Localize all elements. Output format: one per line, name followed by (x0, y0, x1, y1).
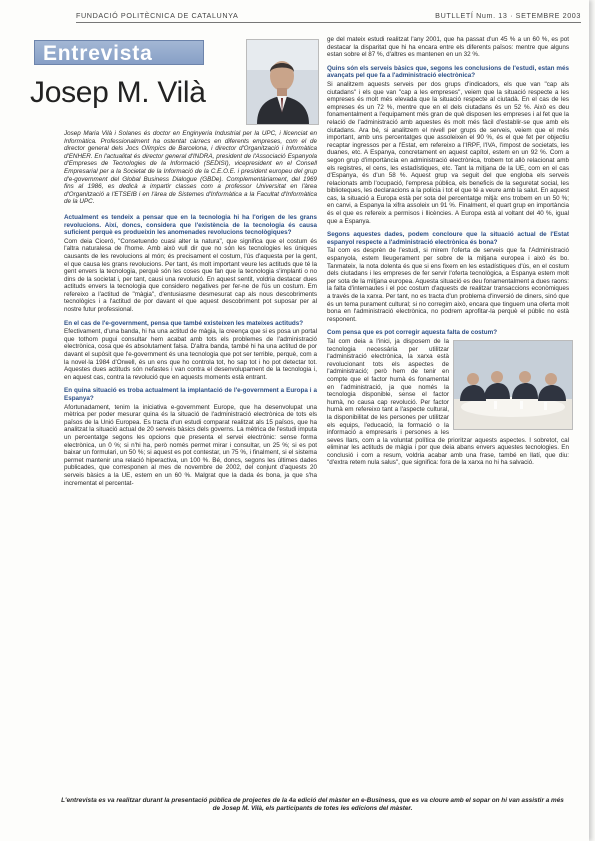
header-rule (76, 22, 581, 23)
answer-5: Tal com es desprèn de l'estudi, si mirem l'oferta de serveis que fa l'Administració espanyola, estem lleugerament per sobre de la mitjana europea i això és bo. Tanmateix, la nota dolenta és que si ens fixem en les estadístiques d'ús, en el costum dels ciutadans i les empreses de fer servir l'oferta tecnològica, a Espanya estem molt per sota de la mitjana europea. Aquesta situació es deu fonamentalment a dues raons: la falta d'internautes i el poc costum d'aquests de realitzar transaccions econòmiques a través de la xarxa. Per tant, no es tracta d'un problema d'inversió de diners, sinó que és un tema purament cultural; si no corregim això, encara que tinguem una oferta molt bona en l'administració electrònica, no podrem aprofitar-la perquè el públic no està responent. (327, 247, 569, 323)
photo-caption: L'entrevista es va realitzar durant la presentació pública de projectes de la 4a edició del màster en e-Business, que es va cloure amb el sopar on hi van assistir a més de Josep M. Vilà, els participants de totes les edicions del màster. (61, 797, 564, 812)
answer-3-continued: ge del mateix estudi realitzat l'any 2001, que ha passat d'un 45 % a un 60 %, es pot destacar la disparitat que hi ha encara entre els diferents països: mentre que alguns estan sobre el 87 %, d'altres es mantenen en un 32 %. (327, 36, 569, 59)
running-header-publisher: FUNDACIÓ POLITÈCNICA DE CATALUNYA (76, 11, 239, 20)
right-column (327, 36, 569, 467)
interviewee-name: Josep M. Vilà (30, 76, 206, 109)
intro-paragraph: Josep Maria Vilà i Solanes és doctor en Enginyeria Industrial per la UPC, i llicenciat en Informàtica. Professionalment ha ostentat càrrecs en diferents empreses, com el de director general dels Jocs Olímpics de Barcelona, i director d'Organització i Informàtica d'ENHER. En l'actualitat és director general d'INDRA, president de l'Associació Espanyola d'Empreses de Tecnologies de la Informació (SEDISI), vicepresident en el Consell Empresarial per a la Societat de la Informació de la C.E.O.E. i president europeu del grup d'e-government del Global Business Dialogue (GBDe). Complementàriament, del 1969 fins al 1986, es dedicà a impartir classes com a professor Universitat en l'àrea d'Organització a l'ETSEIB i en l'àrea de Sistemes d'Informàtica a la Facultat d'Informàtica de la UPC. (64, 130, 317, 206)
running-header-issue: BUTLLETÍ Num. 13 · SETEMBRE 2003 (435, 11, 581, 20)
answer-4: Si analitzem aquests serveis per dos grups d'indicadors, els que van "cap als ciutadans" i els que van "cap a les empreses", veiem que la situació respecte a les empreses és molt més elevada que la situació respecte al ciutadà. En el cas de les empreses és un 72 %, mentre que en el dels ciutadans és un 52 %. Això es deu fonamentalment a l'equipament més gran de què disposen les empreses i al fet que la relació de l'administració amb aquestes és molt més fàcil d'establir-se que amb els ciutadans. Ara bé, si analitzem el nivell per grups de serveis, veiem que el més important, amb uns percentatges que assoleixen el 90 %, és el que fet per objectiu recaptar ingressos per a l'Estat, em refereixo a l'IRPF, l'IVA, l'impost de societats, les duanes, etc. A Espanya, concretament en aquest capítol, estem en un 92 %. Com a segon grup d'importància en administració electrònica, trobem tot allò relacionat amb els registres, el cens, les estadístiques, etc. Tant la mitjana de la UE, com en el cas d'Espanya, és d'un 58 %. Aquest grup va seguit del que engloba els serveis relacionats amb l'ocupació, l'empresa pública, els beneficis de la seguretat social, les biblioteques, les declaracions a la policia i tot el que té a veure amb la salut. En aquest cas, la situació a Europa està per sota del percentatge mitjà: ens trobem en un 50 %; en canvi, a Espanya la xifra assoleix un 91 %. Finalment, el quart grup en importància és el que es refereix a permisos i llicències. A Europa està al voltant del 40 %, igual que a Espanya. (327, 80, 569, 225)
question-2: En el cas de l'e-government, pensa que també existeixen les mateixes actituds? (64, 319, 304, 327)
question-4: Quins són els serveis bàsics que, segons les conclusions de l'estudi, estan més avançats pel que fa a l'administració electrònica? (327, 64, 569, 80)
portrait-photo (246, 39, 319, 125)
left-column (64, 130, 317, 487)
answer-6: Tal com deia a l'inici, ja disposem de la tecnologia necessària per utilitzar l'administració electrònica, la xarxa està revolucionant tots els aspectes de l'administració; però hem de tenir en compte que el factor humà és fonamental en l'administració, ja que només la tecnologia disponible, sense el factor humà, no causa cap revolució. Per factor humà em refereixo tant a l'aspecte cultural, la disponibilitat de les persones per utilitzar els equips, l'educació, la formació o la informació a empresaris i persones a les seves llars, com a la voluntat política de prioritzar aquests aspectes. I sobretot, cal eliminar les actituds de màgia i por que deia abans envers aquestes tecnologies. En conclusió i com a resum, voldria acabar amb una frase, també en llatí, que diu: "d'extra retem nula salus", que significa: fora de la xarxa no hi ha salvació. (327, 337, 569, 467)
answer-2: Efectivament, d'una banda, hi ha una actitud de màgia, la creença que si es posa un portal que tothom pugui consultar hem acabat amb tots els problemes de l'administració electrònica, cosa que és absolutament falsa. D'altra banda, també hi ha una actitud de por davant el supòsit que l'e-government és una tecnologia que pot ser terrible, perquè, com a la novel·la 1984 d'Orwell, és un ens que ho controla tot, ho sap tot i ho pot detectar tot. Aquestes dues actituds són nefastes i van contra el desenvolupament de la tecnologia i, en aquest cas, contra la revolució que en aquests moments està entrant. (64, 328, 317, 381)
question-1: Actualment es tendeix a pensar que en la tecnologia hi ha l'origen de les grans revolucions. Així, doncs, considera que l'existència de la tecnologia és causa suficient perquè es produeixin les anomenades revolucions tecnològiques? (64, 213, 317, 237)
question-5: Segons aquestes dades, podem concloure que la situació actual de l'Estat espanyol respecte a l'administració electrònica és bona? (327, 231, 569, 246)
answer-3: Afortunadament, tenim la iniciativa e-government Europe, que ha desenvolupat una mètrica per poder mesurar quina és la situació de l'administració electrònica de tots els països de la Unió Europea. Es tracta d'un estudi comparat realitzat als 15 països, que ha analitzat la situació actual de 20 serveis bàsics dels governs. La mètrica de l'estudi imputa un percentatge segons les opcions que presenta el servei electrònic: sense forma electrònica, un 0 %; si n'hi ha, però només permet mirar i consultar, un 25 %; si es pot baixar un formulari, un 50 %; si aquest es pot contestar, un 75 %, i finalment, si el sistema permet mantenir una relació hiperactiva, un 100 %. Bé, doncs, segons les últimes dades publicades, que corresponen al mes de novembre de 2002, del conjunt d'aquests 20 serveis bàsics a la UE, estem en un 60 %. Malgrat que la dada és bona, ja que s'ha incrementat el percentat- (64, 403, 317, 487)
question-6: Com pensa que es pot corregir aquesta falta de costum? (327, 329, 498, 337)
answer-1: Com deia Ciceró, "Consetuendo cuasi alter la natura", que significa que el costum és l'altra naturalesa de l'home. Amb això vull dir que no són les tecnologies les úniques causants de les revolucions al món; és precisament el costum, l'ús d'aquesta per la gent, el que causa les grans revolucions. Per tant, és molt important veure les actituds que té la gent envers la tecnologia, perquè són les coses que fan que la tecnologia s'implanti o no dins de la societat i, per tant, causi una revolució. En aquest sentit, voldria destacar dues actituds envers la tecnologia que considero negatives per fer-ne de l'ús un costum. Em refereixo a l'actitud de "màgia", d'entusiasme desmesurat cap als nous descobriments tecnològics i a l'actitud de por davant el que aquest descobriment pot suposar per al nostre futur professional. (64, 237, 317, 314)
section-label: Entrevista (34, 40, 204, 65)
question-3: En quina situació es troba actualment la implantació de l'e-government a Europa i a Espanya? (64, 387, 317, 402)
dinner-photo (453, 340, 573, 430)
